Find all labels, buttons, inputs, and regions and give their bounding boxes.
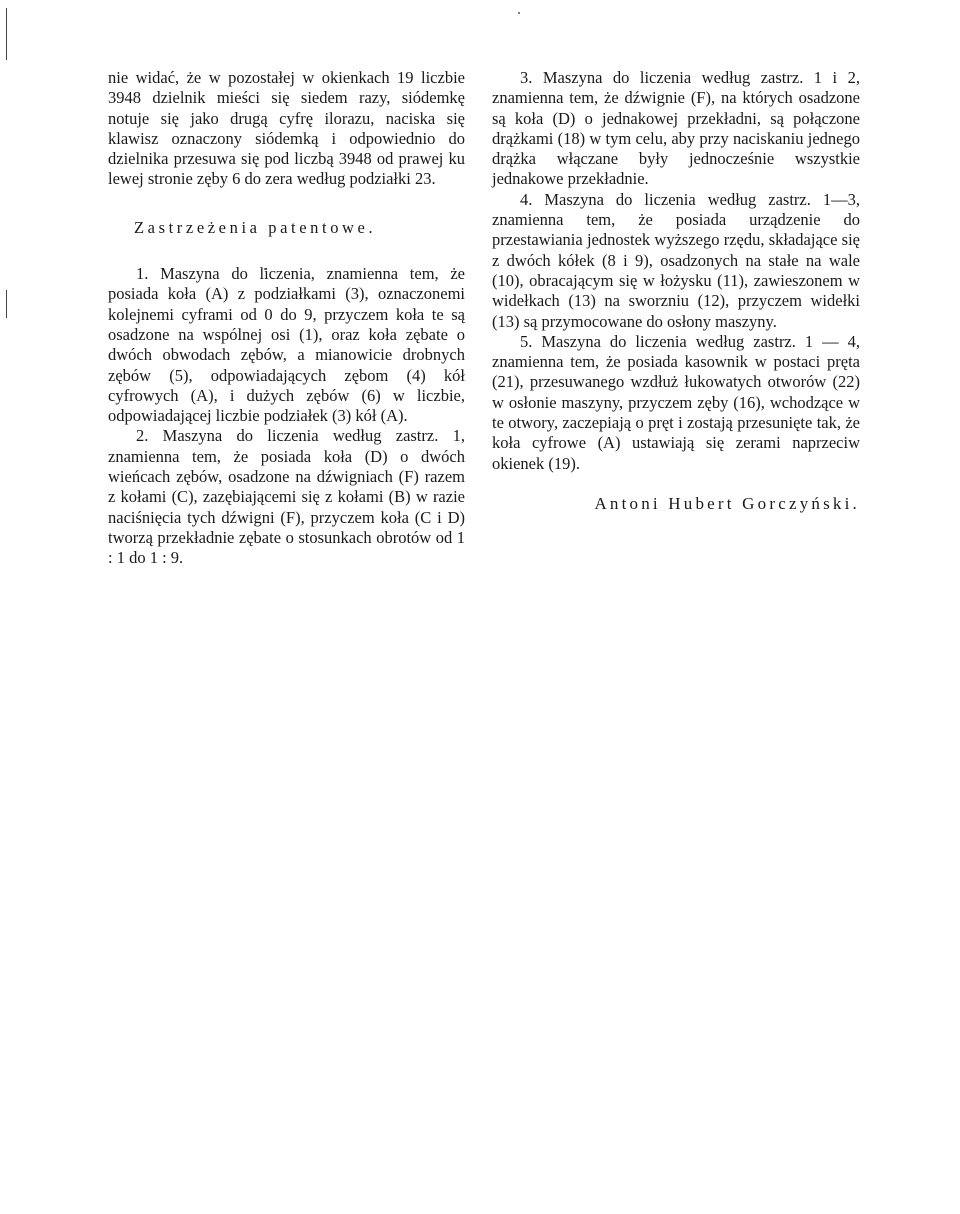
claims-heading: Zastrzeżenia patentowe. xyxy=(134,217,377,237)
scan-dot xyxy=(518,12,520,14)
claim-5: 5. Maszyna do liczenia według zastrz. 1 — 4, znamienna tem, że posiada kasownik w postaci pręta (21), przesuwanego wzdłuż łukowatych otworów (22) w osłonie maszyny, przyczem zęby (16), wchodzące w te otwory, zaczepiają o pręt i zostają przesunięte tak, że koła cyfrowe (A) ustawiają się zerami naprzeciw okienek (19). xyxy=(492,331,860,473)
signature: Antoni Hubert Gorczyński. xyxy=(594,493,860,513)
claim-2: 2. Maszyna do liczenia według zastrz. 1, znamienna tem, że posiada koła (D) o dwóch wieńcach zębów, osadzone na dźwigniach (F) razem z kołami (C), zazębiającemi się z kołami (B) w razie naciśnięcia tych dźwigni (F), przyczem koła (C i D) tworzą przekładnie zębate o stosunkach obrotów od 1 : 1 do 1 : 9. xyxy=(108,426,465,568)
scan-margin-mark-mid xyxy=(6,290,7,318)
claim-3: 3. Maszyna do liczenia według zastrz. 1 i 2, znamienna tem, że dźwignie (F), na których osadzone są koła (D) o jednakowej przekładni, są połączone drążkami (18) w tym celu, aby przy naciskaniu jednego drążka włączane były jednocześnie wszystkie jednakowe przekładnie. xyxy=(492,68,860,189)
right-column xyxy=(492,68,860,531)
claim-1: 1. Maszyna do liczenia, znamienna tem, że posiada koła (A) z podziałkami (3), oznaczonemi kolejnemi cyframi od 0 do 9, przyczem koła te są osadzone na wspólnej osi (1), oraz koła zębate o dwóch obwodach zębów, a mianowicie drobnych zębów (5), odpowiadających zębom (4) kół cyfrowych (A), i dużych zębów (6) w liczbie, odpowiadającej liczbie podziałek (3) kół (A). xyxy=(108,264,465,426)
left-column xyxy=(108,68,465,569)
scan-margin-mark-top xyxy=(6,8,7,60)
intro-paragraph: nie widać, że w pozostałej w okienkach 19 liczbie 3948 dzielnik mieści się siedem razy, siódemkę notuje się jako drugą cyfrę ilorazu, naciska się klawisz oznaczony siódemką i odpowiednio do dzielnika przesuwa się pod liczbą 3948 od prawej ku lewej stronie zęby 6 do zera według podziałki 23. xyxy=(108,68,465,189)
claim-4: 4. Maszyna do liczenia według zastrz. 1—3, znamienna tem, że posiada urządzenie do przestawiania jednostek wyższego rzędu, składające się z dwóch kółek (8 i 9), osadzonych na stałe na wale (10), obracającym się w łożysku (11), zawieszonem w widełkach (13) na sworzniu (12), przyczem widełki (13) są przymocowane do osłony maszyny. xyxy=(492,189,860,331)
